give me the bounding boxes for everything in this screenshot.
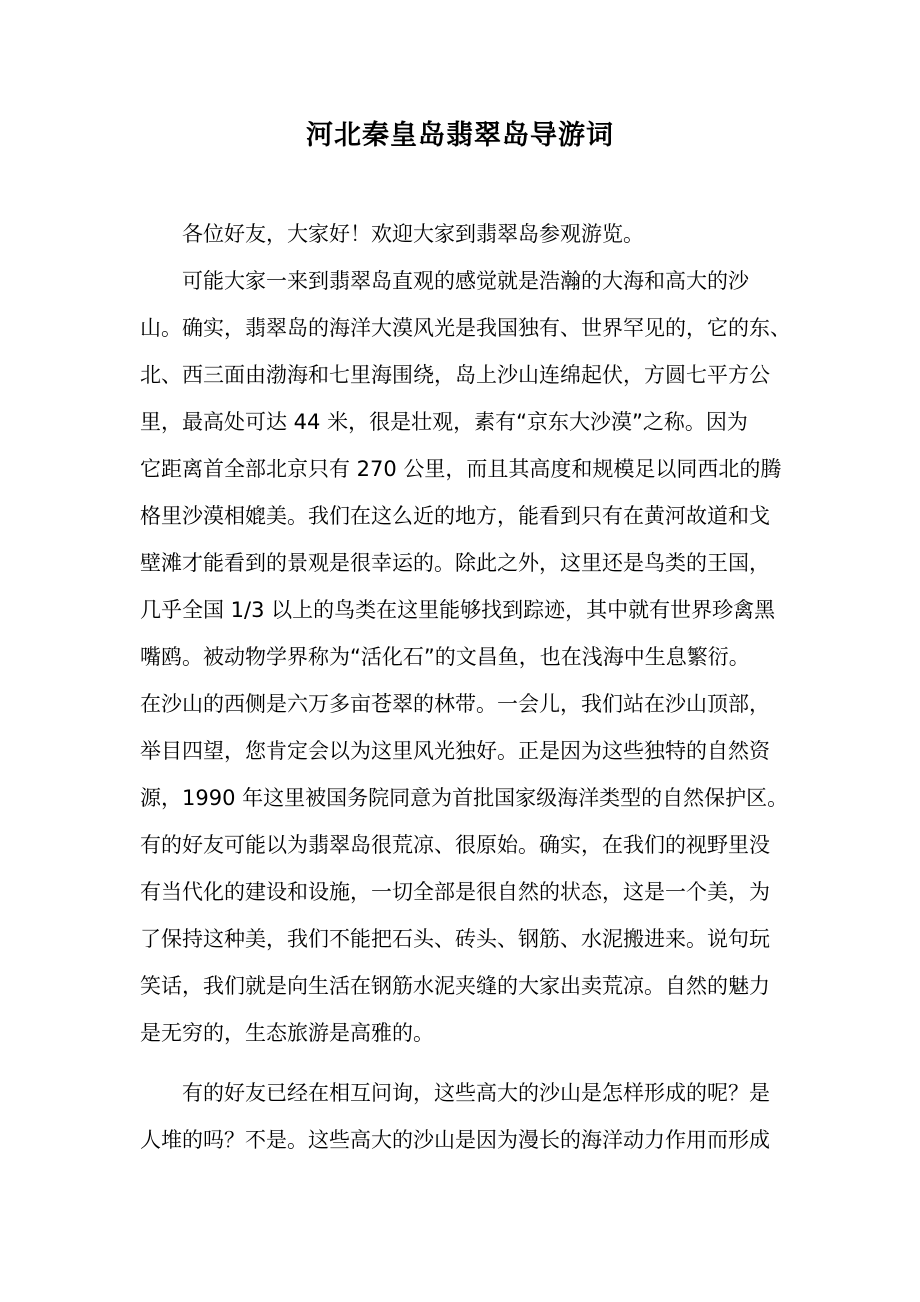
text-line: 人堆的吗？不是。这些高大的沙山是因为漫长的海洋动力作用而形成 <box>140 1128 770 1152</box>
text-line: 嘴鸥。被动物学界称为“活化石”的文昌鱼，也在浅海中生息繁衍。 <box>140 645 750 669</box>
text-line: 举目四望，您肯定会以为这里风光独好。正是因为这些独特的自然资 <box>140 739 770 763</box>
text-line: 是无穷的，生态旅游是高雅的。 <box>140 1021 434 1045</box>
text-line: 壁滩才能看到的景观是很幸运的。除此之外，这里还是鸟类的王国， <box>140 551 770 575</box>
text-line: 格里沙漠相媲美。我们在这么近的地方，能看到只有在黄河故道和戈 <box>140 504 770 528</box>
text-line: 几乎全国 1/3 以上的鸟类在这里能够找到踪迹，其中就有世界珍禽黑 <box>140 598 776 622</box>
text-line: 有的好友可能以为翡翠岛很荒凉、很原始。确实，在我们的视野里没 <box>140 833 770 857</box>
text-line: 它距离首全部北京只有 270 公里，而且其高度和规模足以同西北的腾 <box>140 457 782 481</box>
page-title: 河北秦皇岛翡翠岛导游词 <box>306 120 614 151</box>
text-line: 有当代化的建设和设施，一切全部是很自然的状态，这是一个美，为 <box>140 880 770 904</box>
text-line: 里，最高处可达 44 米，很是壮观，素有“京东大沙漠”之称。因为 <box>140 410 748 434</box>
text-line: 北、西三面由渤海和七里海围绕，岛上沙山连绵起伏，方圆七平方公 <box>140 363 770 387</box>
text-line: 在沙山的西侧是六万多亩苍翠的林带。一会儿，我们站在沙山顶部， <box>140 692 770 716</box>
text-line: 可能大家一来到翡翠岛直观的感觉就是浩瀚的大海和高大的沙 <box>182 269 749 293</box>
text-line: 有的好友已经在相互问询，这些高大的沙山是怎样形成的呢？是 <box>182 1081 770 1105</box>
text-line: 山。确实，翡翠岛的海洋大漠风光是我国独有、世界罕见的，它的东、 <box>140 316 791 340</box>
text-line: 各位好友，大家好！欢迎大家到翡翠岛参观游览。 <box>182 222 644 246</box>
text-line: 源，1990 年这里被国务院同意为首批国家级海洋类型的自然保护区。 <box>140 786 789 810</box>
text-line: 笑话，我们就是向生活在钢筋水泥夹缝的大家出卖荒凉。自然的魅力 <box>140 974 770 998</box>
text-line: 了保持这种美，我们不能把石头、砖头、钢筋、水泥搬进来。说句玩 <box>140 927 770 951</box>
